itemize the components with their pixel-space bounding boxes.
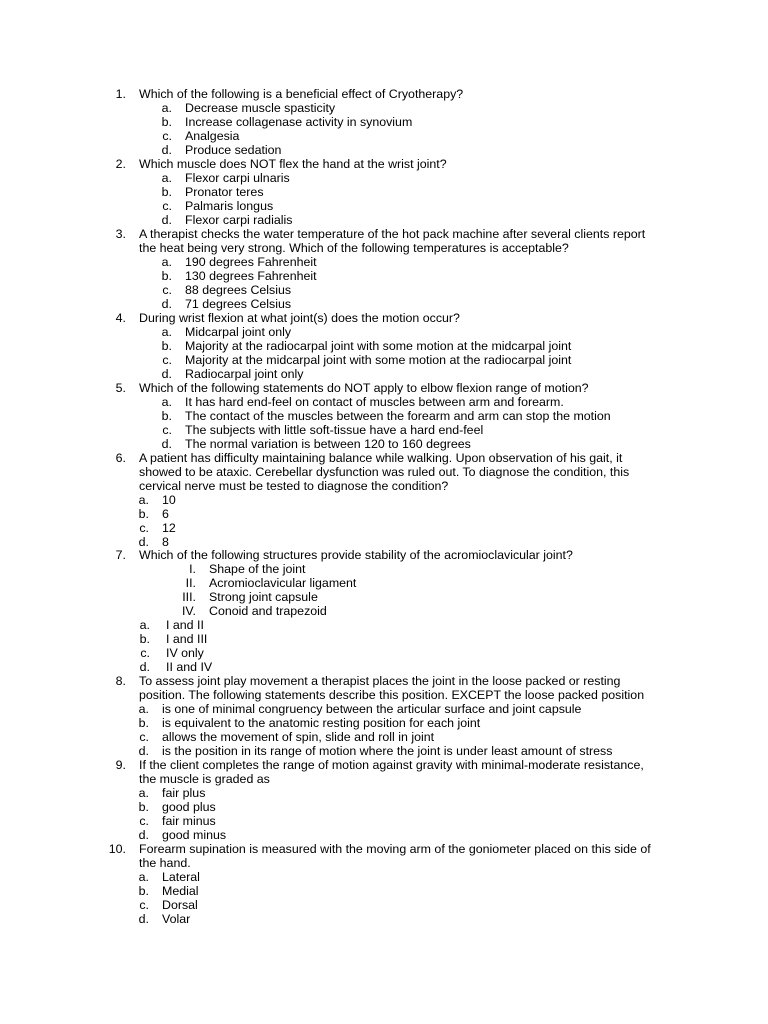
question-number: 6. — [115, 451, 126, 465]
option-b: b. Medial — [138, 884, 199, 898]
option-d: d. Flexor carpi radialis — [161, 213, 293, 227]
option-d: d. II and IV — [139, 660, 213, 674]
option-c: c. Majority at the midcarpal joint with some motion at the radiocarpal joint — [162, 353, 572, 367]
option-d: d. Volar — [138, 912, 191, 926]
option-c: c. Palmaris longus — [162, 199, 274, 213]
option-d: d. good minus — [138, 828, 227, 842]
question-number: 10. — [108, 842, 126, 856]
option-b: b. I and III — [139, 632, 208, 646]
question-5 — [0, 381, 768, 451]
question-number: 4. — [115, 311, 126, 325]
option-d: d. Produce sedation — [161, 143, 282, 157]
question-3 — [0, 227, 768, 311]
question-text: To assess joint play movement a therapist places the joint in the loose packed or resting position. The following statements describe this position. EXCEPT the loose packed position — [139, 674, 645, 702]
roman-item-3: III. Strong joint capsule — [182, 590, 318, 604]
option-c: c. 12 — [139, 521, 176, 535]
option-a: a. Midcarpal joint only — [161, 325, 292, 339]
option-a: a. I and II — [139, 618, 204, 632]
option-b: b. Increase collagenase activity in synovium — [161, 115, 413, 129]
option-c: c. Dorsal — [139, 898, 198, 912]
option-b: b. The contact of the muscles between the forearm and arm can stop the motion — [161, 409, 611, 423]
option-a: a. It has hard end-feel on contact of muscles between arm and forearm. — [161, 395, 564, 409]
option-b: b. is equivalent to the anatomic resting position for each joint — [138, 716, 481, 730]
question-text: Which of the following statements do NOT apply to elbow flexion range of motion? — [139, 381, 589, 395]
option-c: c. The subjects with little soft-tissue have a hard end-feel — [162, 423, 484, 437]
question-number: 7. — [115, 548, 126, 562]
roman-item-1: I. Shape of the joint — [189, 562, 306, 576]
question-1 — [0, 87, 768, 157]
option-b: b. Majority at the radiocarpal joint with some motion at the midcarpal joint — [161, 339, 572, 353]
option-d: d. The normal variation is between 120 to 160 degrees — [161, 437, 471, 451]
question-8 — [0, 674, 768, 758]
question-9 — [0, 758, 768, 842]
roman-item-2: II. Acromioclavicular ligament — [185, 576, 357, 590]
option-b: b. 6 — [138, 507, 169, 521]
question-number: 1. — [115, 87, 126, 101]
option-c: c. Analgesia — [162, 129, 240, 143]
question-4 — [0, 311, 768, 381]
question-number: 8. — [115, 674, 126, 688]
option-c: c. fair minus — [139, 814, 216, 828]
option-c: c. IV only — [140, 646, 204, 660]
question-number: 9. — [115, 758, 126, 772]
option-b: b. 130 degrees Fahrenheit — [161, 269, 317, 283]
question-text: If the client completes the range of motion against gravity with minimal-moderate resistance, the muscle is graded as — [139, 758, 644, 786]
question-6 — [0, 451, 768, 549]
question-text: A therapist checks the water temperature of the hot pack machine after several clients report the heat being very strong. Which of the following temperatures is acceptable? — [139, 227, 646, 255]
question-text: A patient has difficulty maintaining balance while walking. Upon observation of his gait, it showed to be ataxic. Cerebellar dysfunction was ruled out. To diagnose the condition, this cervical nerve must be tested to diagnose the condition? — [139, 451, 630, 493]
question-text: Forearm supination is measured with the moving arm of the goniometer placed on this side of the hand. — [139, 842, 651, 870]
question-text: Which muscle does NOT flex the hand at the wrist joint? — [139, 157, 447, 171]
option-a: a. 190 degrees Fahrenheit — [161, 255, 317, 269]
option-b: b. Pronator teres — [161, 185, 264, 199]
option-d: d. 71 degrees Celsius — [161, 297, 292, 311]
option-a: a. Flexor carpi ulnaris — [161, 171, 290, 185]
option-b: b. good plus — [138, 800, 216, 814]
option-c: c. 88 degrees Celsius — [162, 283, 292, 297]
question-number: 2. — [115, 157, 126, 171]
option-d: d. 8 — [138, 535, 169, 549]
question-2 — [0, 157, 768, 227]
question-number: 3. — [115, 227, 126, 241]
question-text: Which of the following structures provide stability of the acromioclavicular joint? — [139, 548, 573, 562]
question-text: During wrist flexion at what joint(s) does the motion occur? — [139, 311, 460, 325]
option-c: c. allows the movement of spin, slide and roll in joint — [139, 730, 435, 744]
option-a: a. Decrease muscle spasticity — [161, 101, 336, 115]
option-a: a. fair plus — [138, 786, 206, 800]
option-a: a. 10 — [138, 493, 176, 507]
option-a: a. Lateral — [138, 870, 200, 884]
question-text: Which of the following is a beneficial effect of Cryotherapy? — [139, 87, 464, 101]
question-10 — [0, 842, 768, 926]
question-7 — [0, 548, 768, 674]
option-a: a. is one of minimal congruency between the articular surface and joint capsule — [138, 702, 582, 716]
question-number: 5. — [115, 381, 126, 395]
roman-item-4: IV. Conoid and trapezoid — [181, 604, 327, 618]
option-d: d. is the position in its range of motion where the joint is under least amount of stress — [138, 744, 613, 758]
option-d: d. Radiocarpal joint only — [161, 367, 304, 381]
